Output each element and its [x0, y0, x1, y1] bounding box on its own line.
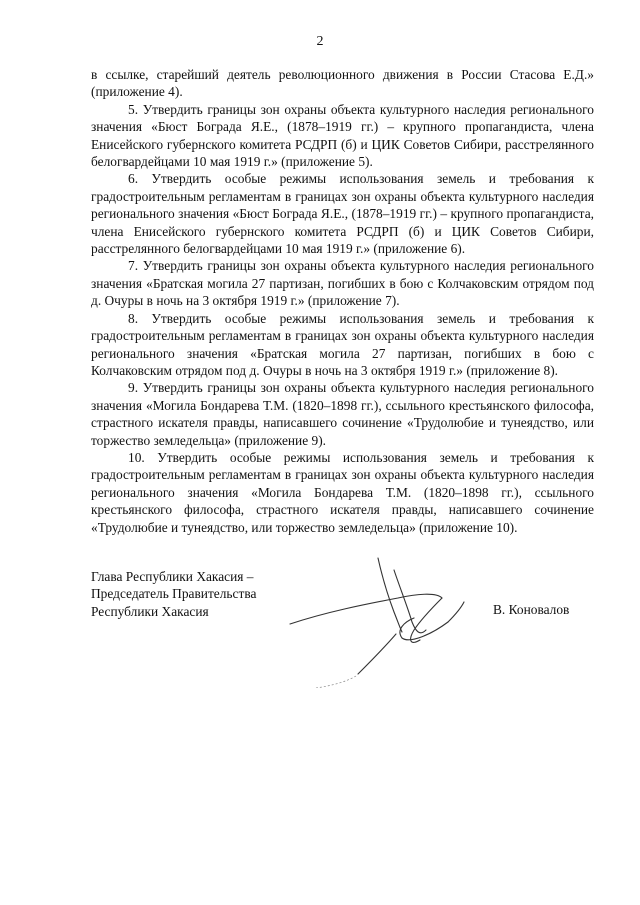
- paragraph-item-5: 5. Утвердить границы зон охраны объекта культурного наследия регионального значения «Бюст Бограда Я.Е., (1878–1919 гг.) – крупного пропагандиста, члена Енисейского губернского комитета РСДРП (б) и ЦИК Советов Сибири, расстрелянного белогвардейцами 10 мая 1919 г.» (приложение 5).: [91, 101, 594, 170]
- paragraph-item-9: 9. Утвердить границы зон охраны объекта культурного наследия регионального значения «Могила Бондарева Т.М. (1820–1898 гг.), ссыльного крестьянского философа, страстного искателя правды, написавшего сочинение «Трудолюбие и тунеядство, или торжество земледельца» (приложение 9).: [91, 380, 594, 448]
- signatory-title: [91, 568, 256, 620]
- signatory-title-line: Глава Республики Хакасия –: [91, 569, 254, 584]
- signatory-name: В. Коновалов: [493, 602, 570, 617]
- document-body: [91, 66, 594, 536]
- paragraph-item-8: 8. Утвердить особые режимы использования земель и требования к градостроительным регламентам в границах зон охраны объекта культурного наследия регионального значения «Братская могила 27 партизан, погибших в бою с Колчаковским отрядом под д. Очуры в ночь на 3 октября 1919 г.» (приложение 8).: [91, 310, 594, 378]
- signatory-title-line: Председатель Правительства: [91, 586, 257, 602]
- paragraph-item-10: 10. Утвердить особые режимы использования земель и требования к градостроительным регламентам в границах зон охраны объекта культурного наследия регионального значения «Могила Бондарева Т.М. (1820–1898 гг.), ссыльного крестьянского философа, страстного искателя правды, написавшего сочинение «Трудолюбие и тунеядство, или торжество земледельца» (приложение 10).: [91, 449, 594, 535]
- signatory-title-line: Республики Хакасия: [91, 603, 209, 619]
- paragraph-item-7: 7. Утвердить границы зон охраны объекта культурного наследия регионального значения «Братская могила 27 партизан, погибших в бою с Колчаковским отрядом под д. Очуры в ночь на 3 октября 1919 г.» (приложение 7).: [91, 258, 594, 309]
- page-number: 2: [316, 34, 324, 49]
- paragraph-item-6: 6. Утвердить особые режимы использования земель и требования к градостроительным регламентам в границах зон охраны объекта культурного наследия регионального значения «Бюст Бограда Я.Е., (1878–1919 гг.) – крупного пропагандиста, члена Енисейского губернского комитета РСДРП (б) и ЦИК Советов Сибири, расстрелянного белогвардейцами 10 мая 1919 г.» (приложение 6).: [91, 171, 594, 257]
- paragraph-continuation: в ссылке, старейший деятель революционного движения в России Стасова Е.Д.» (приложение 4).: [91, 67, 594, 100]
- handwritten-signature: [286, 548, 486, 688]
